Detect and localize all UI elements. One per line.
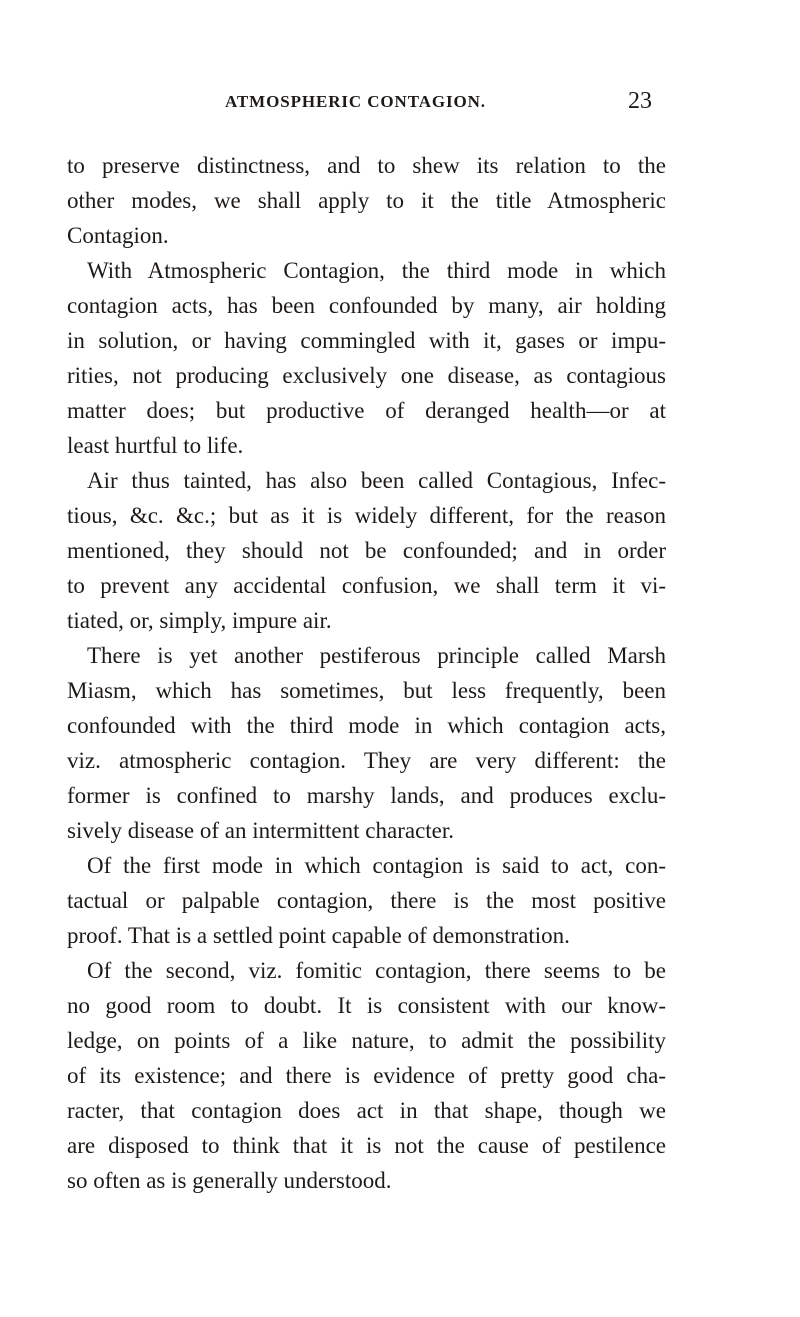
- running-head: [0, 88, 800, 122]
- text-line: Of the first mode in which contagion is said to act, con-: [87, 853, 666, 878]
- text-line: former is confined to marshy lands, and produces exclu-: [67, 783, 666, 808]
- text-line: racter, that contagion does act in that shape, though we: [67, 1098, 666, 1123]
- text-line: With Atmospheric Contagion, the third mode in which: [87, 258, 666, 283]
- text-line: proof. That is a settled point capable of demonstration.: [67, 923, 570, 948]
- text-line: sively disease of an intermittent character.: [67, 818, 455, 843]
- text-line: least hurtful to life.: [67, 433, 244, 458]
- text-line: viz. atmospheric contagion. They are very different: the: [67, 748, 666, 773]
- text-line: mentioned, they should not be confounded; and in order: [67, 538, 666, 563]
- text-line: rities, not producing exclusively one disease, as contagious: [67, 363, 666, 388]
- text-line: Miasm, which has sometimes, but less frequently, been: [67, 678, 666, 703]
- text-line: Air thus tainted, has also been called Contagious, Infec-: [87, 468, 666, 493]
- running-title: ATMOSPHERIC CONTAGION.: [225, 92, 486, 111]
- text-line: tactual or palpable contagion, there is the most positive: [67, 888, 666, 913]
- text-line: confounded with the third mode in which contagion acts,: [67, 713, 666, 738]
- text-line: to preserve distinctness, and to shew its relation to the: [67, 153, 666, 178]
- text-line: to prevent any accidental confusion, we shall term it vi-: [67, 573, 666, 598]
- text-line: Contagion.: [67, 223, 169, 248]
- text-line: tious, &c. &c.; but as it is widely different, for the reason: [67, 503, 666, 528]
- text-line: of its existence; and there is evidence of pretty good cha-: [67, 1063, 666, 1088]
- text-line: tiated, or, simply, impure air.: [67, 608, 332, 633]
- text-line: There is yet another pestiferous principle called Marsh: [87, 643, 666, 668]
- text-line: are disposed to think that it is not the cause of pestilence: [67, 1133, 666, 1158]
- text-line: ledge, on points of a like nature, to admit the possibility: [67, 1028, 666, 1053]
- page-number: 23: [628, 88, 652, 114]
- text-line: matter does; but productive of deranged health—or at: [67, 398, 666, 423]
- text-line: no good room to doubt. It is consistent with our know-: [67, 993, 666, 1018]
- body-text: [67, 148, 666, 1198]
- text-line: in solution, or having commingled with it, gases or impu-: [67, 328, 666, 353]
- text-line: other modes, we shall apply to it the title Atmospheric: [67, 188, 666, 213]
- text-line: so often as is generally understood.: [67, 1168, 392, 1193]
- text-line: Of the second, viz. fomitic contagion, there seems to be: [87, 958, 666, 983]
- text-line: contagion acts, has been confounded by many, air holding: [67, 293, 666, 318]
